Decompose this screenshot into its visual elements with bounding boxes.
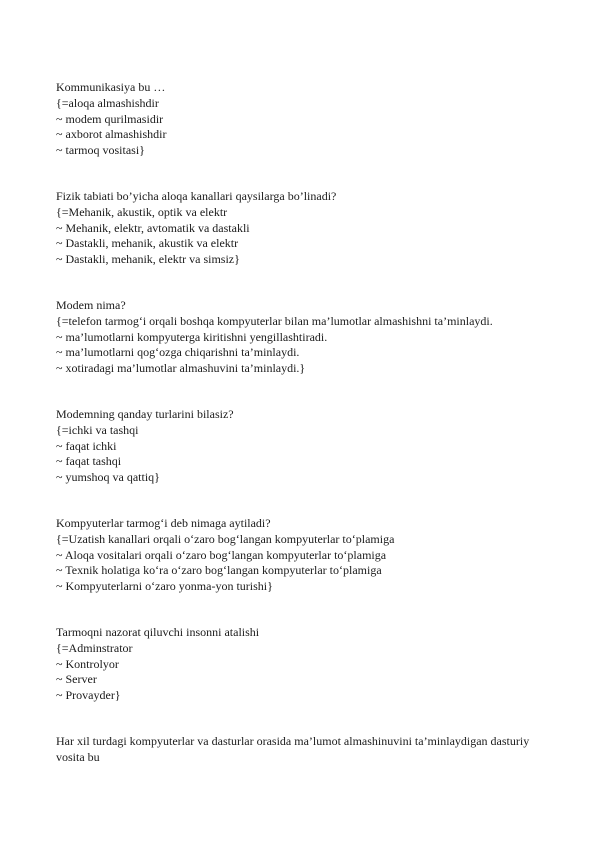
question-block (56, 625, 536, 704)
answer-option: ~ Dastakli, mehanik, akustik va elektr (56, 236, 239, 251)
answer-option: {=telefon tarmog‘i orqali boshqa kompyuterlar bilan ma’lumotlar almashishni ta’minlaydi. (56, 313, 493, 328)
question-block (56, 80, 536, 159)
answer-option: {=ichki va tashqi (56, 422, 139, 437)
answer-option: ~ tarmoq vositasi} (56, 143, 145, 158)
question-block (56, 189, 536, 268)
document-page (56, 80, 536, 796)
question-text: Har xil turdagi kompyuterlar va dasturlar orasida ma’lumot almashinuvini ta’minlaydigan dasturiy vosita bu (56, 733, 533, 764)
question-text: Kompyuterlar tarmog‘i deb nimaga aytiladi? (56, 515, 271, 530)
answer-option: ~ Aloqa vositalari orqali o‘zaro bog‘langan kompyuterlar to‘plamiga (56, 547, 387, 562)
question-block (56, 407, 536, 486)
answer-option: ~ modem qurilmasidir (56, 111, 164, 126)
answer-option: ~ ma’lumotlarni kompyuterga kiritishni yengillashtiradi. (56, 329, 328, 344)
answer-option: ~ Mehanik, elektr, avtomatik va dastakli (56, 220, 250, 235)
answer-option: ~ axborot almashishdir (56, 127, 167, 142)
question-block (56, 298, 536, 377)
answer-option: ~ ma’lumotlarni qog‘ozga chiqarishni ta’minlaydi. (56, 345, 300, 360)
answer-option: {=Uzatish kanallari orqali o‘zaro bog‘langan kompyuterlar to‘plamiga (56, 531, 395, 546)
question-text: Tarmoqni nazorat qiluvchi insonni atalishi (56, 624, 260, 639)
answer-option: ~ faqat tashqi (56, 454, 122, 469)
answer-option: ~ Dastakli, mehanik, elektr va simsiz} (56, 252, 240, 267)
answer-option: {=Adminstrator (56, 640, 133, 655)
answer-option: {=Mehanik, akustik, optik va elektr (56, 204, 228, 219)
question-text: Fizik tabiati bo’yicha aloqa kanallari qaysilarga bo’linadi? (56, 188, 337, 203)
answer-option: ~ Texnik holatiga ko‘ra o‘zaro bog‘langan kompyuterlar to‘plamiga (56, 563, 382, 578)
answer-option: ~ Kompyuterlarni o‘zaro yonma-yon turishi} (56, 579, 273, 594)
answer-option: ~ faqat ichki (56, 438, 117, 453)
answer-option: ~ Provayder} (56, 688, 121, 703)
answer-option: ~ xotiradagi ma’lumotlar almashuvini ta’minlaydi.} (56, 361, 306, 376)
question-block (56, 734, 536, 766)
question-text: Modem nima? (56, 297, 126, 312)
question-text: Modemning qanday turlarini bilasiz? (56, 406, 234, 421)
question-text: Kommunikasiya bu … (56, 80, 166, 94)
answer-option: ~ yumshoq va qattiq} (56, 470, 160, 485)
answer-option: {=aloqa almashishdir (56, 95, 159, 110)
question-block (56, 516, 536, 595)
answer-option: ~ Kontrolyor (56, 656, 119, 671)
answer-option: ~ Server (56, 672, 97, 687)
